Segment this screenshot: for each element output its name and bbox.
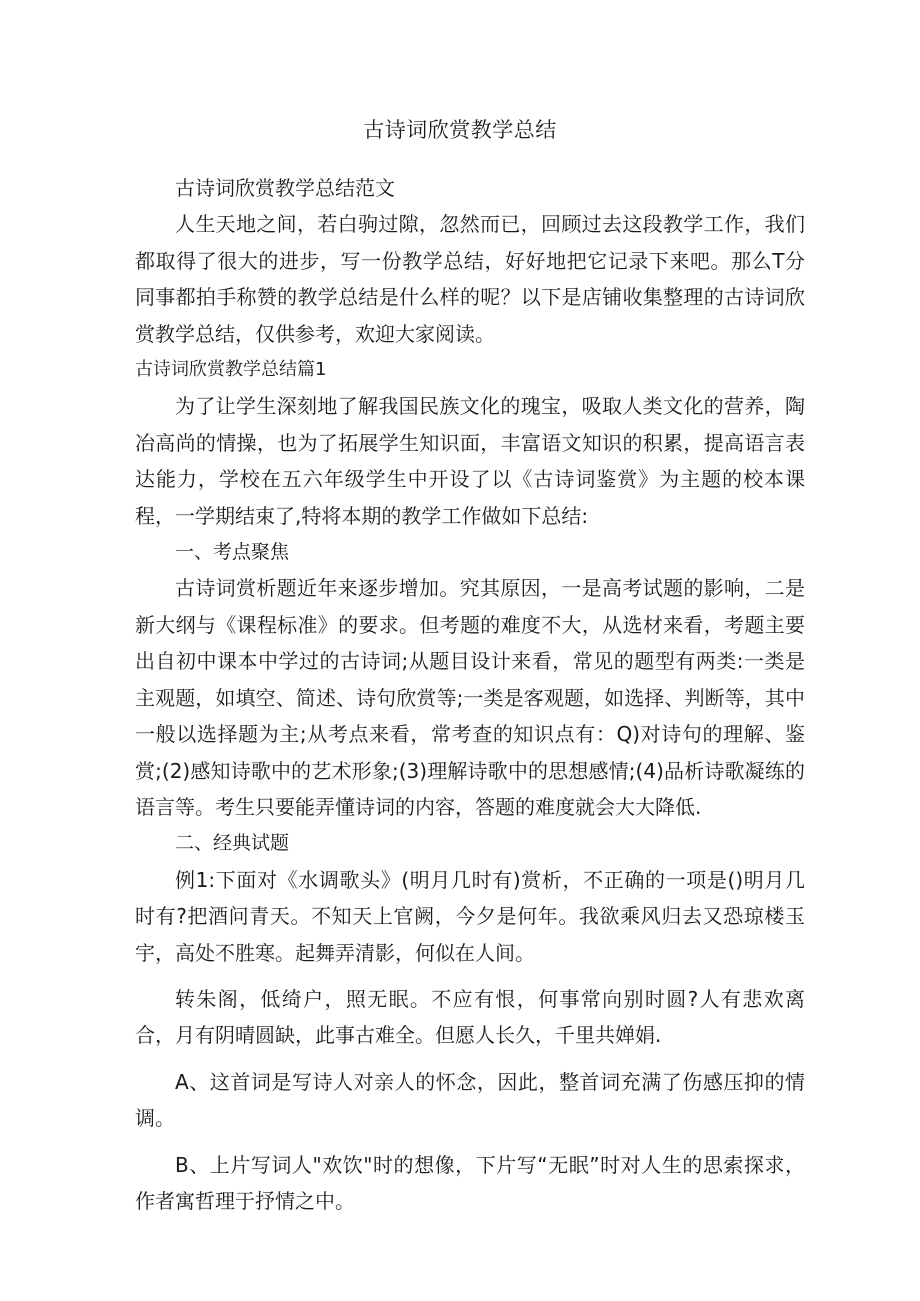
poem-part2-paragraph: 转朱阁，低绮户，照无眠。不应有恨，何事常向别时圆?人有悲欢离合，月有阴晴圆缺，此事古难全。但愿人长久，千里共婵娟. [135,986,805,1048]
part1-paragraph: 为了让学生深刻地了解我国民族文化的瑰宝，吸取人类文化的营养，陶冶高尚的情操，也为了拓展学生知识面，丰富语文知识的积累，提高语言表达能力，学校在五六年级学生中开设了以《古诗词鉴赏》为主题的校本课程，一学期结束了,特将本期的教学工作做如下总结: [135,394,805,528]
section2-heading: 二、经典试题 [175,832,290,855]
section1-paragraph: 古诗词赏析题近年来逐步增加。究其原因，一是高考试题的影响，二是新大纲与《课程标准》的要求。但考题的难度不大，从选材来看，考题主要出自初中课本中学过的古诗词;从题目设计来看，常见的题型有两类:一类是主观题，如填空、简述、诗句欣赏等;一类是客观题，如选择、判断等，其中一般以选择题为主;从考点来看，常考查的知识点有：Q)对诗句的理解、鉴赏;(2)感知诗歌中的艺术形象;(3)理解诗歌中的思想感情;(4)品析诗歌凝练的语言等。考生只要能弄懂诗词的内容，答题的难度就会大大降低. [135,576,805,819]
document-title: 古诗词欣赏教学总结 [363,118,557,142]
subtitle: 古诗词欣赏教学总结范文 [175,176,395,200]
intro-paragraph: 人生天地之间，若白驹过隙，忽然而已，回顾过去这段教学工作，我们都取得了很大的进步，写一份教学总结，好好地把它记录下来吧。那么T分同事都拍手称赞的教学总结是什么样的呢？以下是店铺收集整理的古诗词欣赏教学总结，仅供参考，欢迎大家阅读。 [135,212,805,346]
option-a-paragraph: A、这首词是写诗人对亲人的怀念，因此，整首词充满了伤感压抑的情调。 [135,1069,805,1131]
section1-heading: 一、考点聚焦 [175,541,290,564]
document-body [135,170,805,1219]
example1-paragraph: 例1:下面对《水调歌头》(明月几时有)赏析，不正确的一项是()明月几时有?把酒问青天。不知天上官阙，今夕是何年。我欲乘风归去又恐琼楼玉宇，高处不胜寒。起舞弄清影，何似在人间。 [135,867,805,965]
part1-heading: 古诗词欣赏教学总结篇1 [135,359,327,381]
option-b-paragraph: B、上片写词人"欢饮"时的想像，下片写“无眠”时对人生的思索探求，作者寓哲理于抒情之中。 [135,1152,805,1213]
